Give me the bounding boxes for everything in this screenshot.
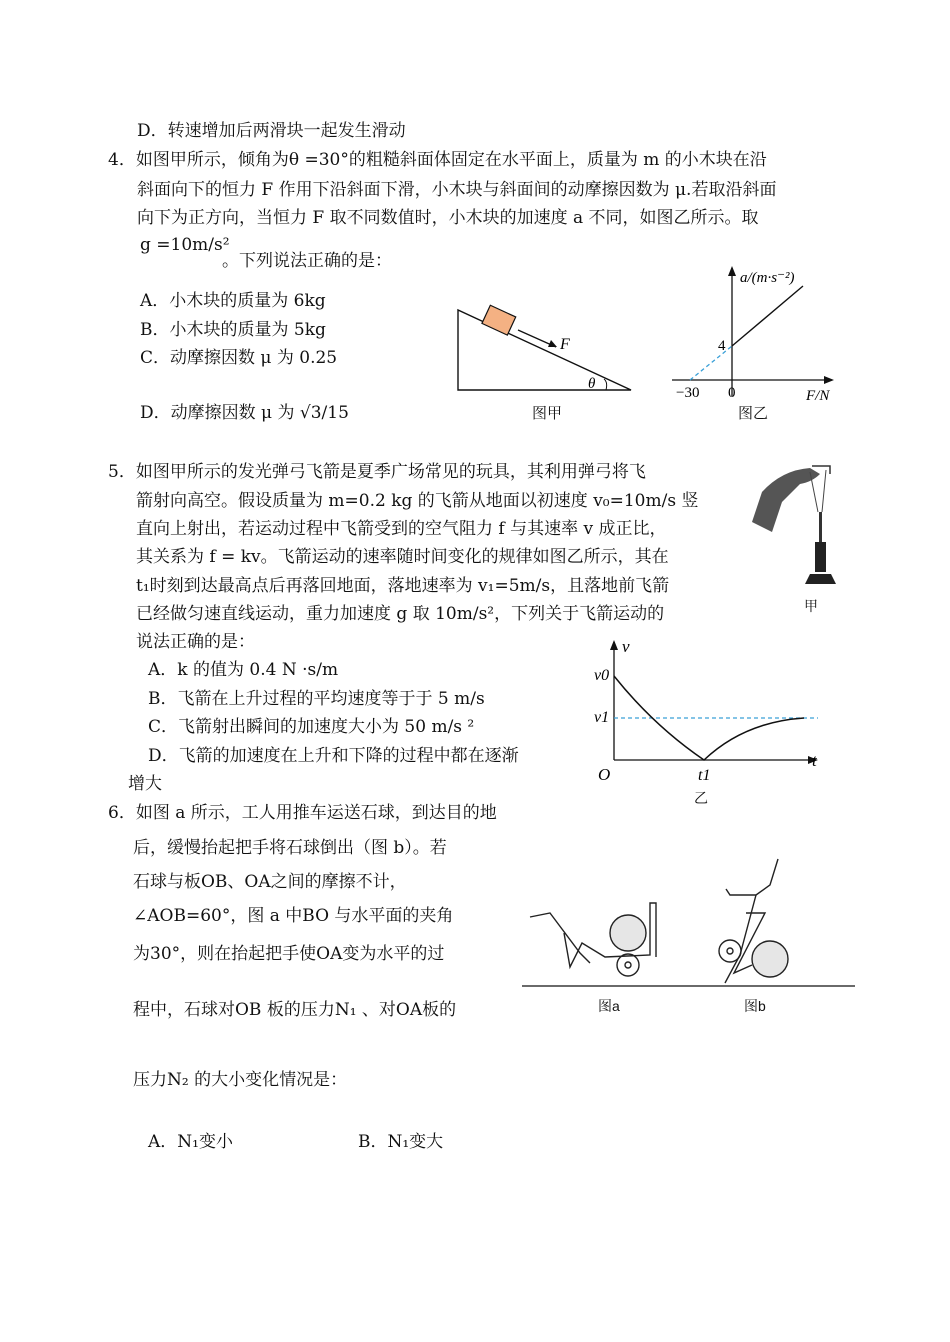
q6-line-6: 程中，石球对OB 板的压力N₁ 、对OA板的 [133,1000,457,1020]
fig-a-caption: 图a [598,998,620,1014]
wheelbarrow-a [530,903,656,976]
vt-origin-label: O [598,765,611,784]
arrow-fins [805,574,836,584]
q6-option-a: A．N₁变小 [148,1132,233,1152]
q5-option-d: D．飞箭的加速度在上升和下降的过程中都在逐渐 [148,746,519,766]
barrow-b-wheel [719,940,741,962]
force-label: F [560,336,570,353]
angle-arc [604,379,607,390]
angle-label: θ [588,376,596,392]
q5-line-6: 已经做匀速直线运动，重力加速度 g 取 10m/s²，下列关于飞箭运动的 [136,604,665,624]
x-axis-label: F/N [806,388,830,404]
hand-shape [752,468,820,532]
q5-option-c: C．飞箭射出瞬间的加速度大小为 50 m/s ² [148,717,475,737]
wheelbarrow-b [719,859,788,983]
q5-photo-caption: 甲 [804,598,818,614]
vt-y-axis-arrow [610,640,618,650]
q6-line-2: 后，缓慢抬起把手将石球倒出（图 b）。若 [133,838,447,858]
barrow-a-handle [530,913,590,963]
stone-ball-b [752,941,788,977]
v1-label: v1 [594,709,610,726]
q3-option-d: D．转速增加后两滑块一起发生滑动 [137,121,406,141]
x-intercept-label: −30 [676,385,700,401]
q5-option-d-cont: 增大 [128,774,162,794]
q5-option-a: A．k 的值为 0.4 N ·s/m [148,660,339,680]
q5-line-4: 其关系为 f = kv。飞箭运动的速率随时间变化的规律如图乙所示，其在 [136,547,669,567]
fig-yi-caption: 图乙 [738,405,769,422]
q4-line-2: 斜面向下的恒力 F 作用下沿斜面下滑，小木块与斜面间的动摩擦因数为 μ.若取沿斜面 [137,180,777,200]
y-axis-arrow [728,266,736,276]
y-axis-label: a/(m·s⁻²) [740,270,795,286]
extrapolation-dashed [690,346,732,380]
stone-ball-a [610,915,646,951]
barrow-a-hub [625,962,631,968]
acceleration-line [732,286,803,346]
q4-line-3: 向下为正方向，当恒力 F 取不同数值时，小木块的加速度 a 不同，如图乙所示。取 [137,208,759,228]
q5-option-b: B．飞箭在上升过程的平均速度等于于 5 m/s [148,689,485,709]
q4-af-graph [660,262,835,402]
q6-option-b: B．N₁变大 [358,1132,444,1152]
q6-line-1: 6．如图 a 所示，工人用推车运送石球，到达目的地 [108,803,497,823]
vt-y-label: v [622,637,630,656]
q6-line-3: 石球与板OB、OA之间的摩擦不计， [133,872,407,892]
q4-option-d: D．动摩擦因数 μ 为 √3/15 [140,403,349,423]
q4-line-4-gravity: g =10m/s² [140,235,230,255]
q5-line-5: t₁时刻到达最高点后再落回地面，落地速率为 v₁=5m/s，且落地前飞箭 [136,576,670,596]
q5-vt-graph [594,636,824,786]
q4-incline-figure [456,302,641,392]
fig-jia-caption: 图甲 [532,405,563,422]
barrow-a-wheel [617,954,639,976]
q4-line-1: 4．如图甲所示，倾角为θ =30°的粗糙斜面体固定在水平面上，质量为 m 的小木块在沿 [108,150,767,170]
q5-graph-caption: 乙 [694,790,708,806]
wheelbarrow-figures [520,855,860,985]
q6-line-7: 压力N₂ 的大小变化情况是： [133,1070,348,1090]
q6-line-5: 为30°，则在抬起把手使OA变为水平的过 [133,944,445,964]
q4-option-c: C．动摩擦因数 μ 为 0.25 [140,348,338,368]
q6-line-4: ∠AOB=60°，图 a 中BO 与水平面的夹角 [133,906,454,926]
barrow-b-handle [726,859,778,895]
q5-line-7: 说法正确的是： [136,632,255,652]
v0-label: v0 [594,667,610,684]
slingshot-photo [752,462,842,592]
arrow-shaft [819,512,822,542]
fig-b-caption: 图b [744,998,766,1014]
vt-x-label: t [812,751,817,770]
barrow-b-hub [727,948,733,954]
q5-line-2: 箭射向高空。假设质量为 m=0.2 kg 的飞箭从地面以初速度 v₀=10m/s 竖 [136,491,699,511]
q5-line-3: 直向上射出，若运动过程中飞箭受到的空气阻力 f 与其速率 v 成正比， [136,519,667,539]
t1-label: t1 [698,767,711,784]
x-axis-arrow [824,376,834,384]
rubber-band-right [822,470,826,512]
q4-option-a: A．小木块的质量为 6kg [140,291,326,311]
wooden-block [482,305,516,335]
origin-label: 0 [728,385,736,401]
q4-option-b: B．小木块的质量为 5kg [140,320,326,340]
q4-line-5: 。下列说法正确的是： [222,251,392,271]
q5-line-1: 5．如图甲所示的发光弹弓飞箭是夏季广场常见的玩具，其利用弹弓将飞 [108,462,646,482]
arrow-body [815,542,826,572]
y-intercept-label: 4 [718,338,726,354]
